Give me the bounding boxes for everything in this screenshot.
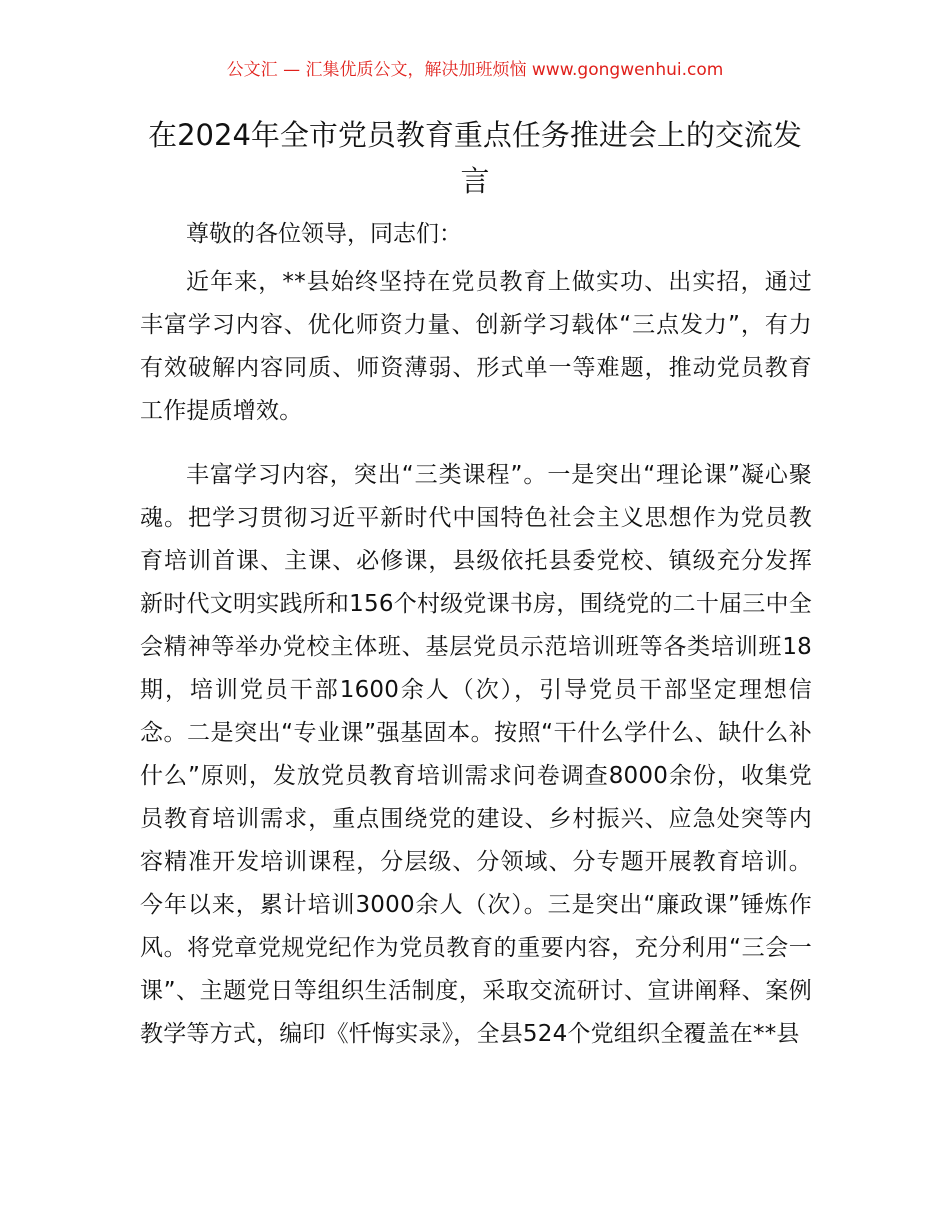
site-header-banner: 公文汇 — 汇集优质公文，解决加班烦恼 www.gongwenhui.com	[226, 60, 724, 80]
salutation: 尊敬的各位领导，同志们：	[186, 221, 462, 247]
paragraph-learning-content: 丰富学习内容，突出“三类课程”。一是突出“理论课”凝心聚魂。把学习贯彻习近平新时代中国特色社会主义思想作为党员教育培训首课、主课、必修课，县级依托县委党校、镇级充分发挥新时代文明实践所和156个村级党课书房，围绕党的二十届三中全会精神等举办党校主体班、基层党员示范培训班等各类培训班18期，培训党员干部1600余人（次），引导党员干部坚定理想信念。二是突出“专业课”强基固本。按照“干什么学什么、缺什么补什么”原则，发放党员教育培训需求问卷调查8000余份，收集党员教育培训需求，重点围绕党的建设、乡村振兴、应急处突等内容精准开发培训课程，分层级、分领域、分专题开展教育培训。今年以来，累计培训3000余人（次）。三是突出“廉政课”锤炼作风。将党章党规党纪作为党员教育的重要内容，充分利用“三会一课”、主题党日等组织生活制度，采取交流研讨、宣讲阐释、案例教学等方式，编印《忏悔实录》，全县524个党组织全覆盖在**县	[140, 462, 812, 1047]
paragraph-intro: 近年来，**县始终坚持在党员教育上做实功、出实招，通过丰富学习内容、优化师资力量、创新学习载体“三点发力”，有力有效破解内容同质、师资薄弱、形式单一等难题，推动党员教育工作提质增效。	[140, 269, 812, 424]
document-body	[140, 213, 812, 1056]
document-title: 在2024年全市党员教育重点任务推进会上的交流发言	[148, 118, 802, 198]
